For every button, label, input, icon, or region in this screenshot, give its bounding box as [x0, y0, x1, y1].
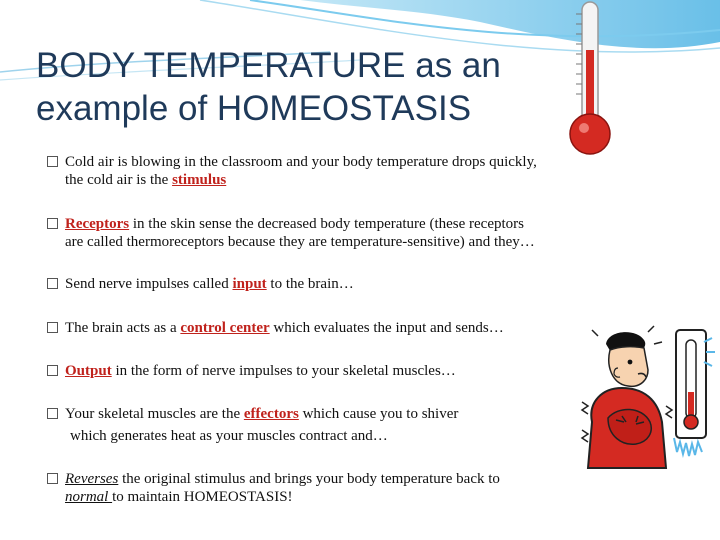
bullet-text: Reverses the original stimulus and brings your body temperature back to: [65, 471, 500, 487]
bullet-box-icon: [47, 365, 58, 376]
bullet-output: [47, 363, 456, 381]
bullet-stimulus: [47, 154, 537, 189]
bullet-text: Output in the form of nerve impulses to your skeletal muscles…: [65, 363, 456, 379]
cold-thermometer-icon: [674, 330, 715, 456]
bullet-text: Send nerve impulses called input to the brain…: [65, 276, 354, 292]
bullet-box-icon: [47, 322, 58, 333]
term-control-center: control center: [180, 320, 270, 336]
bullet-input: [47, 276, 354, 294]
term-reverses: Reverses: [65, 471, 119, 487]
term-input: input: [232, 276, 267, 292]
bullet-reverses: [47, 471, 500, 506]
bullet-box-icon: [47, 408, 58, 419]
bullet-text-cont: normal to maintain HOMEOSTASIS!: [65, 488, 293, 505]
bullet-text-cont: the cold air is the stimulus: [65, 171, 227, 188]
bullet-receptors: [47, 216, 535, 251]
term-effectors: effectors: [243, 406, 299, 422]
bullet-text: The brain acts as a control center which evaluates the input and sends…: [65, 320, 504, 336]
slide-title: [36, 44, 556, 130]
bullet-effectors: [47, 406, 458, 445]
bullet-box-icon: [47, 156, 58, 167]
bullet-text: Your skeletal muscles are the effectors which cause you to shiver: [65, 406, 459, 422]
term-output: Output: [65, 363, 112, 379]
term-normal: normal: [65, 488, 113, 505]
thermometer-icon: [560, 0, 620, 160]
bullet-box-icon: [47, 473, 58, 484]
shivering-person-icon: [578, 322, 718, 472]
bullet-box-icon: [47, 218, 58, 229]
bullet-text: Receptors in the skin sense the decreased body temperature (these receptors: [65, 216, 524, 232]
term-receptors: Receptors: [65, 216, 130, 232]
term-stimulus: stimulus: [172, 171, 227, 188]
title-line-1: BODY TEMPERATURE as an: [36, 46, 501, 85]
bullet-control-center: [47, 320, 504, 338]
bullet-text-cont: which generates heat as your muscles contract and…: [70, 427, 388, 444]
title-line-2: example of HOMEOSTASIS: [36, 89, 472, 128]
bullet-text: Cold air is blowing in the classroom and your body temperature drops quickly,: [65, 154, 537, 170]
bullet-box-icon: [47, 278, 58, 289]
bullet-text-cont: are called thermoreceptors because they are temperature-sensitive) and they…: [65, 233, 535, 250]
